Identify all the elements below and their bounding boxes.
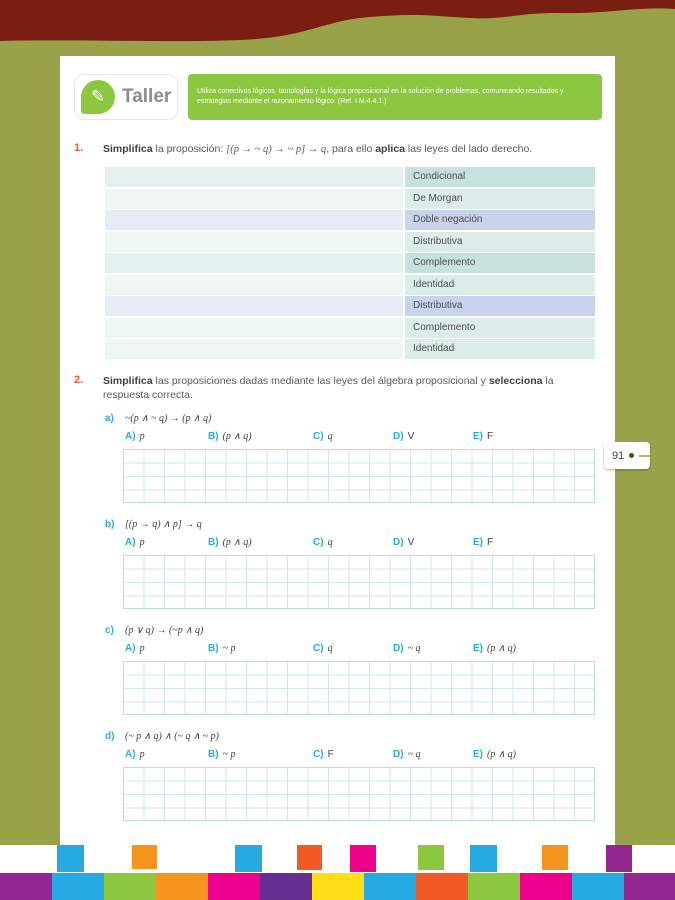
- option-value: ~ q: [407, 643, 421, 655]
- law-answer-cell: [105, 318, 403, 338]
- footer-block: [57, 845, 84, 872]
- footer-block: [416, 873, 468, 900]
- footer-block: [468, 873, 520, 900]
- page-body: [60, 56, 615, 848]
- exercise1-prompt: [103, 142, 595, 157]
- option-key: B): [208, 749, 219, 761]
- table-row: [105, 296, 595, 316]
- footer-block: [350, 845, 376, 872]
- pencil-icon: ✎: [81, 80, 115, 114]
- option-value: q: [327, 643, 333, 655]
- option-a: [125, 536, 208, 549]
- item-b-options: [105, 536, 595, 549]
- option-value: (p ∧ q): [487, 643, 516, 655]
- option-b: [208, 536, 313, 549]
- exercise1-bold-aplica: aplica: [375, 143, 405, 155]
- option-b: [208, 430, 313, 443]
- option-key: D): [393, 431, 404, 443]
- option-value: q: [327, 431, 333, 443]
- option-value: (p ∧ q): [222, 537, 252, 549]
- option-value: q: [327, 537, 333, 549]
- option-key: E): [473, 431, 483, 443]
- option-value: V: [407, 537, 415, 549]
- law-name-cell: Distributiva: [405, 296, 595, 316]
- option-value: (p ∧ q): [487, 749, 516, 761]
- table-row: [105, 275, 595, 295]
- footer-block: [260, 873, 312, 900]
- option-key: A): [125, 749, 136, 761]
- item-b-label: b): [105, 519, 115, 531]
- item-d-expression: (~ p ∧ q) ∧ (~ q ∧ ~ p): [125, 731, 220, 743]
- option-b: [208, 642, 313, 655]
- option-key: C): [313, 431, 324, 443]
- footer-strip: [0, 845, 675, 900]
- top-wave-decoration: [0, 0, 675, 50]
- objective-banner: [188, 74, 602, 120]
- law-name-cell: Identidad: [405, 339, 595, 359]
- option-value: (p ∧ q): [222, 431, 252, 443]
- footer-block: [235, 845, 262, 872]
- option-key: C): [313, 537, 324, 549]
- exercise2-item-c: [105, 624, 595, 715]
- item-b-header: [105, 518, 595, 531]
- footer-block: [606, 845, 632, 872]
- footer-block: [0, 873, 52, 900]
- exercise2-text2: la respuesta correcta.: [103, 375, 554, 402]
- option-c: [313, 430, 393, 443]
- option-e: [473, 642, 595, 655]
- exercise2-item-b: [105, 518, 595, 609]
- item-a-header: [105, 412, 595, 425]
- law-name-cell: Complemento: [405, 253, 595, 273]
- option-d: [393, 642, 473, 655]
- option-e: [473, 536, 595, 549]
- exercise2-item-a: [105, 412, 595, 503]
- item-a-options: [105, 430, 595, 443]
- law-name-cell: Distributiva: [405, 232, 595, 252]
- option-value: V: [407, 431, 415, 443]
- option-d: [393, 430, 473, 443]
- option-key: A): [125, 643, 136, 655]
- option-key: C): [313, 749, 324, 761]
- wave-shape: [0, 0, 675, 41]
- option-key: A): [125, 431, 136, 443]
- law-answer-cell: [105, 275, 403, 295]
- footer-block: [520, 873, 572, 900]
- exercise2-text1: las proposiciones dadas mediante las leyes del álgebra proposicional y: [152, 375, 489, 387]
- item-c-options: [105, 642, 595, 655]
- exercise2-item-d: [105, 730, 595, 821]
- footer-block: [624, 873, 675, 900]
- option-d: [393, 748, 473, 761]
- option-key: A): [125, 537, 136, 549]
- option-value: ~ p: [222, 749, 236, 761]
- law-answer-cell: [105, 296, 403, 316]
- option-c: [313, 642, 393, 655]
- option-value: p: [139, 431, 145, 443]
- dash-decoration: [639, 455, 650, 457]
- option-value: p: [139, 749, 145, 761]
- option-key: C): [313, 643, 324, 655]
- law-answer-cell: [105, 210, 403, 230]
- exercise2-items: [105, 412, 595, 821]
- exercise2-header: [74, 374, 595, 402]
- table-row: [105, 339, 595, 359]
- footer-block: [542, 845, 568, 870]
- exercise1-text1: la proposición:: [152, 143, 227, 155]
- item-b-expression: [(p → q) ∧ p] → q: [125, 519, 202, 531]
- option-key: E): [473, 537, 483, 549]
- work-grid: [123, 767, 595, 821]
- footer-block: [572, 873, 624, 900]
- option-key: D): [393, 749, 404, 761]
- option-key: D): [393, 643, 404, 655]
- option-key: B): [208, 431, 219, 443]
- law-name-cell: Doble negación: [405, 210, 595, 230]
- exercise2-prompt: [103, 374, 595, 402]
- exercise1-header: [74, 142, 595, 157]
- law-name-cell: Complemento: [405, 318, 595, 338]
- item-a-expression: ~(p ∧ ~ q) → (p ∧ q): [125, 413, 212, 425]
- law-name-cell: De Morgan: [405, 189, 595, 209]
- exercise1-text3: las leyes del lado derecho.: [405, 143, 533, 155]
- table-row: [105, 253, 595, 273]
- exercise-2: [74, 374, 595, 836]
- footer-block: [312, 873, 364, 900]
- item-d-options: [105, 748, 595, 761]
- footer-block: [297, 845, 322, 870]
- option-value: ~ p: [222, 643, 236, 655]
- header: [74, 74, 602, 120]
- option-e: [473, 748, 595, 761]
- exercise2-number: 2.: [74, 374, 84, 386]
- item-d-label: d): [105, 731, 115, 743]
- footer-block: [52, 873, 104, 900]
- law-name-cell: Identidad: [405, 275, 595, 295]
- option-key: E): [473, 749, 483, 761]
- work-grid: [123, 661, 595, 715]
- option-a: [125, 430, 208, 443]
- badge-label: Taller: [122, 86, 172, 107]
- option-c: [313, 748, 393, 761]
- bullet-icon: [629, 453, 634, 458]
- option-key: B): [208, 537, 219, 549]
- footer-block: [208, 873, 260, 900]
- footer-block: [364, 873, 416, 900]
- work-grid: [123, 449, 595, 503]
- option-key: B): [208, 643, 219, 655]
- exercise-1: [74, 142, 595, 361]
- law-answer-cell: [105, 167, 403, 187]
- page-number: 91: [612, 449, 625, 462]
- exercise2-bold-simplifica: Simplifica: [103, 375, 153, 387]
- table-row: [105, 232, 595, 252]
- exercise1-number: 1.: [74, 142, 84, 154]
- item-c-header: [105, 624, 595, 637]
- law-answer-cell: [105, 253, 403, 273]
- table-row: [105, 318, 595, 338]
- law-name-cell: Condicional: [405, 167, 595, 187]
- option-value: F: [327, 749, 334, 761]
- option-value: p: [139, 537, 145, 549]
- option-key: D): [393, 537, 404, 549]
- item-c-expression: (p ∨ q) → (~p ∧ q): [125, 625, 204, 637]
- table-row: [105, 167, 595, 187]
- option-e: [473, 430, 595, 443]
- option-value: F: [487, 431, 494, 443]
- exercise1-text2: , para ello: [326, 143, 376, 155]
- footer-block: [132, 845, 157, 869]
- work-grid: [123, 555, 595, 609]
- item-a-label: a): [105, 413, 114, 425]
- option-d: [393, 536, 473, 549]
- taller-badge: [74, 74, 178, 120]
- option-value: p: [139, 643, 145, 655]
- footer-block: [418, 845, 444, 870]
- item-d-header: [105, 730, 595, 743]
- footer-block: [104, 873, 156, 900]
- option-b: [208, 748, 313, 761]
- footer-block: [156, 873, 208, 900]
- exercise1-formula: [(p → ~ q) → ~ p] → q: [226, 144, 327, 155]
- item-c-label: c): [105, 625, 114, 637]
- table-row: [105, 189, 595, 209]
- law-answer-cell: [105, 339, 403, 359]
- footer-block: [470, 845, 497, 872]
- option-a: [125, 748, 208, 761]
- option-value: ~ q: [407, 749, 421, 761]
- page-number-tab: [604, 442, 650, 469]
- option-value: F: [487, 537, 494, 549]
- law-answer-cell: [105, 189, 403, 209]
- option-a: [125, 642, 208, 655]
- option-c: [313, 536, 393, 549]
- option-key: E): [473, 643, 483, 655]
- exercise1-bold-simplifica: Simplifica: [103, 143, 153, 155]
- exercise2-bold-selecciona: selecciona: [488, 375, 543, 387]
- table-row: [105, 210, 595, 230]
- laws-table: [105, 167, 595, 359]
- law-answer-cell: [105, 232, 403, 252]
- objective-text: Utiliza conectivos lógicos, tautologías y la lógica proposicional en la solución de problemas, comunicando resultados y estrategias mediante el razonamiento lógico. (Ref. I.M.4.4.1.): [197, 87, 564, 105]
